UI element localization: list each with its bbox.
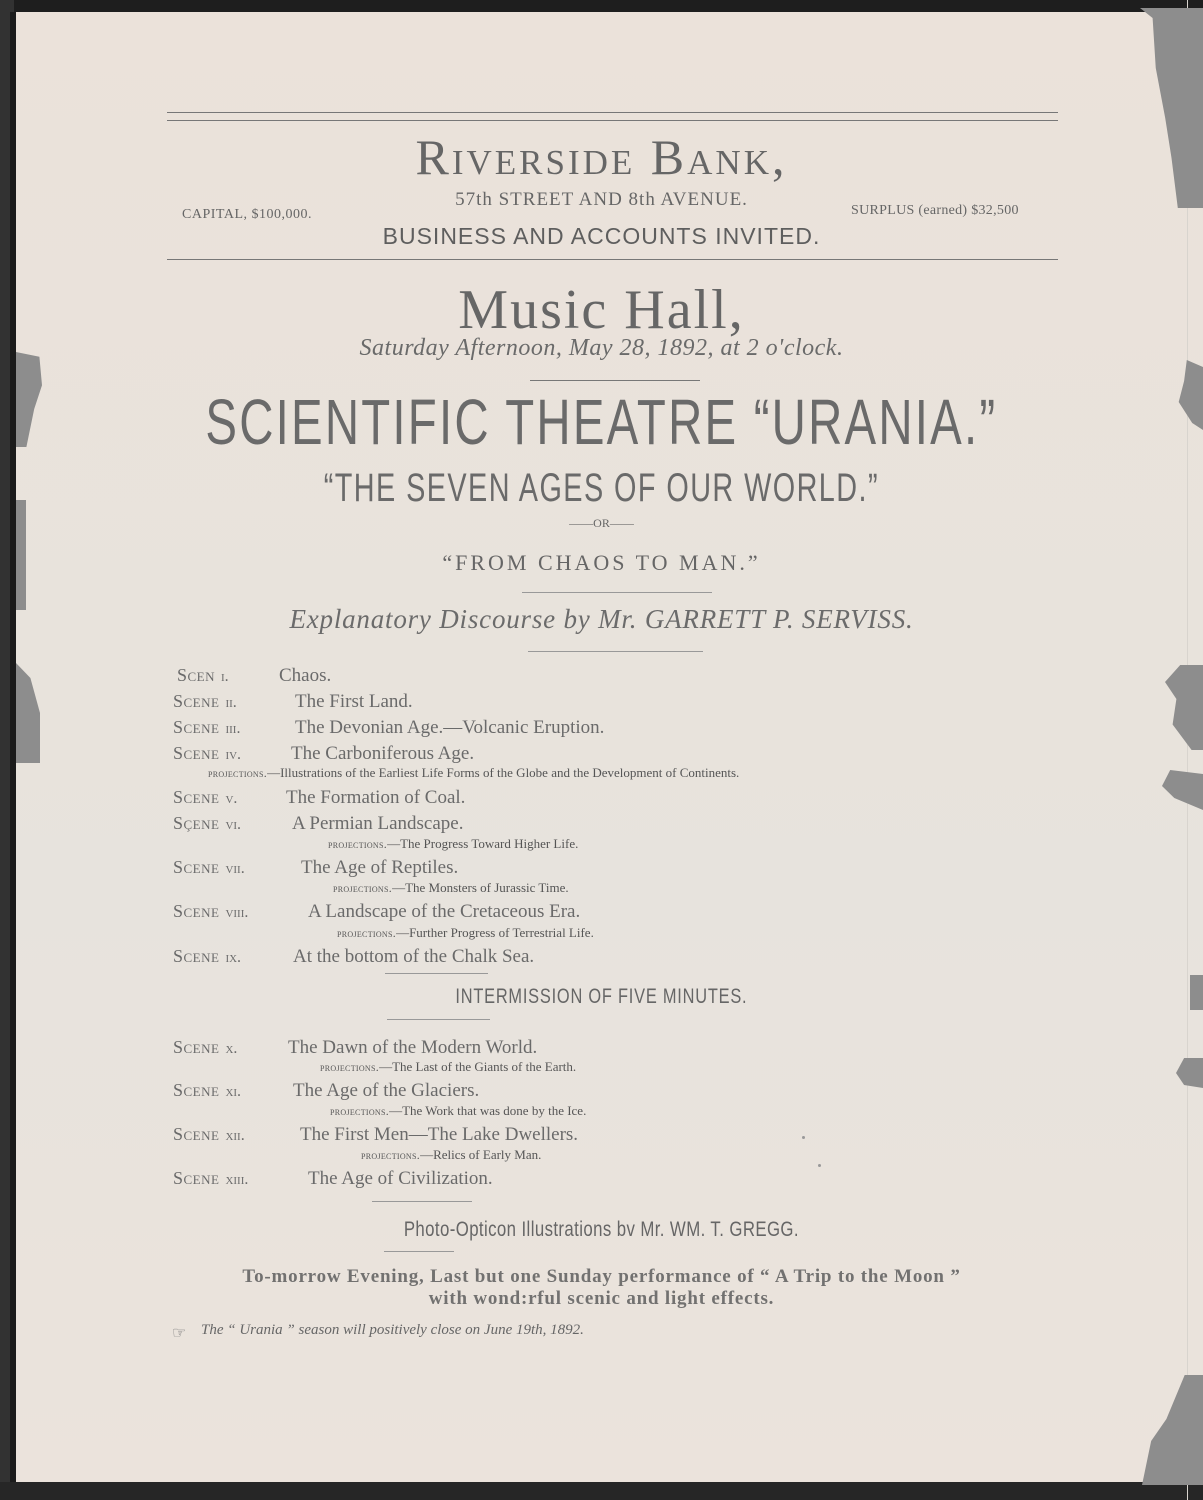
scene-title: The Formation of Coal. (286, 787, 466, 808)
scene-number: i. (221, 668, 229, 685)
announcement-line-2: with wond:rful scenic and light effects. (428, 1288, 775, 1309)
bank-surplus: SURPLUS (earned) $32,500 (851, 203, 1019, 218)
scene-title: At the bottom of the Chalk Sea. (293, 946, 535, 967)
bank-name: Riverside Bank, (415, 129, 788, 185)
bank-address: 57th STREET AND 8th AVENUE. (455, 189, 748, 210)
scene-title: A Permian Landscape. (292, 813, 464, 834)
scene-item (173, 1080, 480, 1102)
scene-item (173, 1037, 538, 1059)
scene-number: xiii. (225, 1171, 249, 1188)
divider-7 (384, 1251, 454, 1252)
scene-title: The First Land. (295, 691, 413, 712)
theatre-title: SCIENTIFIC THEATRE “URANIA.” (205, 386, 998, 458)
scene-title: The Age of Civilization. (308, 1168, 493, 1189)
bank-capital: CAPITAL, $100,000. (182, 207, 312, 222)
scene-number: iii. (225, 720, 241, 737)
venue-name: Music Hall, (458, 279, 745, 341)
projection-text: —The Last of the Giants of the Earth. (379, 1059, 577, 1074)
divider-5 (387, 1019, 490, 1020)
scene-item (177, 665, 332, 687)
scene-label: Scene (173, 946, 220, 966)
scene-label: Scene (173, 1080, 220, 1100)
pointing-hand-icon: ☞ (172, 1325, 187, 1342)
scene-item (173, 901, 581, 923)
projection-note (330, 1103, 586, 1119)
projection-label: projections. (330, 1104, 390, 1118)
projection-label: projections. (328, 837, 388, 851)
projection-note (328, 836, 578, 852)
scene-title: A Landscape of the Cretaceous Era. (308, 901, 581, 922)
scene-number: viii. (225, 904, 249, 921)
projection-text: —Further Progress of Terrestrial Life. (396, 925, 594, 940)
show-title: “THE SEVEN AGES OF OUR WORLD.” (323, 466, 879, 510)
announcement-line-1: To-morrow Evening, Last but one Sunday performance of “ A Trip to the Moon ” (242, 1266, 961, 1287)
projection-note (361, 1147, 541, 1163)
scene-title: The Devonian Age.—Volcanic Eruption. (295, 717, 605, 738)
scene-number: ii. (225, 694, 237, 711)
scene-item (173, 813, 464, 835)
scene-label: Sçene (173, 813, 220, 833)
projection-text: —The Monsters of Jurassic Time. (392, 880, 569, 895)
scene-label: Scene (173, 1124, 220, 1144)
scene-label: Scene (173, 857, 220, 877)
intermission-notice: INTERMISSION OF FIVE MINUTES. (455, 985, 748, 1008)
projection-note (337, 925, 594, 941)
ink-speck (818, 1164, 821, 1167)
scene-item (173, 1168, 493, 1190)
scan-border-bottom (0, 1482, 1203, 1500)
divider-3 (528, 651, 703, 652)
discourse-credit: Explanatory Discourse by Mr. GARRETT P. SERVISS. (289, 604, 914, 634)
scene-number: v. (225, 790, 238, 807)
scene-label: Scene (173, 1037, 220, 1057)
scene-number: x. (225, 1040, 238, 1057)
projection-label: projections. (208, 766, 268, 780)
scene-label: Scene (173, 787, 220, 807)
projection-text: —Relics of Early Man. (420, 1147, 542, 1162)
scene-title: The Dawn of the Modern World. (288, 1037, 538, 1058)
projection-note (333, 880, 569, 896)
divider-1 (530, 380, 700, 381)
projection-text: —The Progress Toward Higher Life. (387, 836, 579, 851)
scene-title: The First Men—The Lake Dwellers. (300, 1124, 579, 1145)
scene-item (173, 857, 459, 879)
divider-4 (385, 973, 488, 974)
performance-date: Saturday Afternoon, May 28, 1892, at 2 o'clock. (359, 335, 844, 361)
scene-item (173, 946, 535, 968)
scene-title: Chaos. (279, 665, 332, 686)
projection-label: projections. (320, 1060, 380, 1074)
projection-label: projections. (337, 926, 397, 940)
scene-item (173, 717, 605, 739)
scene-label: Scen (177, 665, 216, 685)
scene-label: Scene (173, 691, 220, 711)
show-alt-title: “FROM CHAOS TO MAN.” (442, 550, 761, 575)
divider-2 (522, 592, 712, 593)
paper-tear-right-4 (1190, 975, 1203, 1010)
scene-number: ix. (225, 949, 242, 966)
bank-slogan: BUSINESS AND ACCOUNTS INVITED. (382, 223, 821, 249)
scene-item (173, 691, 413, 713)
or-separator: ——OR—— (569, 516, 634, 530)
scene-number: xi. (225, 1083, 242, 1100)
projection-note (320, 1059, 576, 1075)
season-closing-note: The “ Urania ” season will positively close on June 19th, 1892. (201, 1322, 584, 1338)
header-rule-top-2 (167, 120, 1058, 121)
scene-item (173, 1124, 579, 1146)
scene-item (173, 787, 466, 809)
divider-6 (372, 1201, 472, 1202)
scan-border-top (0, 0, 1203, 12)
scene-title: The Age of Reptiles. (301, 857, 459, 878)
scene-title: The Age of the Glaciers. (293, 1080, 480, 1101)
scene-label: Scene (173, 1168, 220, 1188)
scene-number: iv. (225, 746, 242, 763)
scene-label: Scene (173, 717, 220, 737)
projection-text: —The Work that was done by the Ice. (389, 1103, 587, 1118)
projection-label: projections. (333, 881, 393, 895)
header-rule-top-1 (167, 112, 1058, 113)
scene-number: vii. (225, 860, 245, 877)
ink-speck (802, 1136, 805, 1139)
projection-text: —Illustrations of the Earliest Life Forms of the Globe and the Development of Continents. (267, 765, 740, 780)
scene-item (173, 743, 475, 765)
scene-label: Scene (173, 743, 220, 763)
projection-label: projections. (361, 1148, 421, 1162)
scene-title: The Carboniferous Age. (291, 743, 475, 764)
scene-label: Scene (173, 901, 220, 921)
illustrations-credit: Photo-Opticon Illustrations bv Mr. WM. T. GREGG. (403, 1218, 799, 1241)
scene-number: vi. (225, 816, 242, 833)
scene-number: xii. (225, 1127, 245, 1144)
projection-note (208, 765, 739, 781)
header-rule-bottom (167, 259, 1058, 260)
